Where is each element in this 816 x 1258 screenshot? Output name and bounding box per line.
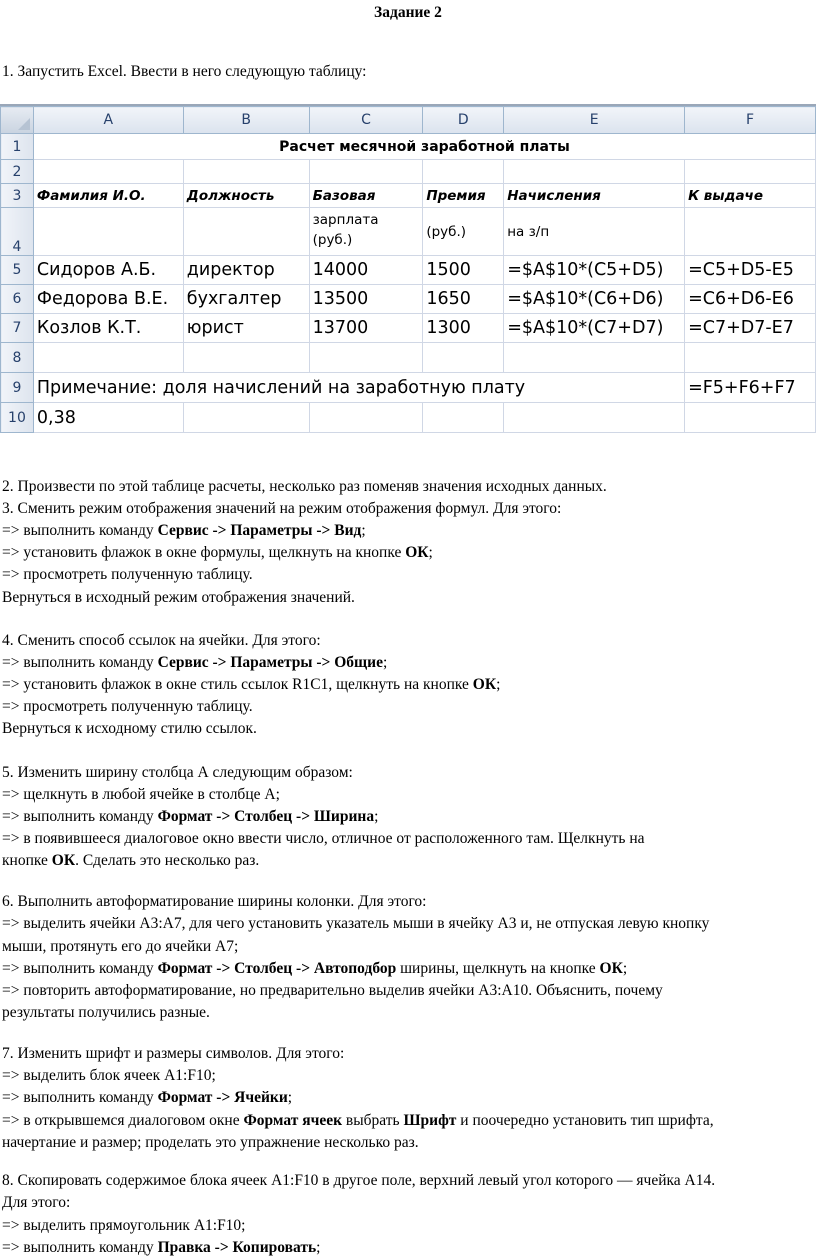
command-text: Правка -> Копировать — [157, 1239, 317, 1256]
cell-base[interactable]: 13500 — [309, 285, 423, 314]
header-cell-payout[interactable]: К выдаче — [685, 184, 816, 208]
instruction-text: => выделить ячейки А3:А7, для чего установить указатель мыши в ячейку А3 и, не отпуская левую кнопку — [2, 915, 710, 932]
instruction-text: ; — [361, 522, 366, 539]
header-cell-position[interactable]: Должность — [183, 184, 309, 208]
instruction-text: 5. Изменить ширину столбца А следующим образом: — [2, 764, 353, 781]
cell-position[interactable]: директор — [183, 256, 309, 285]
instruction-text: ; — [287, 1089, 293, 1106]
instruction-line — [2, 1193, 70, 1213]
cell-payout[interactable]: =C6+D6-E6 — [685, 285, 816, 314]
instruction-text: Для этого: — [2, 1194, 71, 1211]
instruction-line — [2, 937, 238, 957]
instruction-text: => выделить блок ячеек А1:F10; — [2, 1067, 216, 1084]
instruction-line — [2, 785, 280, 805]
instruction-line — [2, 675, 500, 695]
select-all-corner[interactable] — [1, 107, 34, 134]
row-header-1[interactable]: 1 — [1, 134, 34, 160]
instruction-line — [2, 565, 253, 585]
instruction-line — [2, 1044, 344, 1064]
column-header-f[interactable]: F — [685, 107, 816, 134]
share-cell[interactable]: 0,38 — [33, 403, 183, 433]
instruction-text: => выполнить команду — [2, 654, 158, 671]
cell-payout[interactable]: =C5+D5-E5 — [685, 256, 816, 285]
row-header-5[interactable]: 5 — [1, 256, 34, 285]
note-total-cell[interactable]: =F5+F6+F7 — [685, 373, 816, 403]
cell[interactable] — [183, 343, 309, 373]
command-text: ОК — [472, 676, 497, 693]
row-header-2[interactable]: 2 — [1, 160, 34, 184]
cell[interactable] — [504, 403, 685, 433]
row-header-7[interactable]: 7 — [1, 314, 34, 343]
instruction-text: => выделить прямоугольник А1:F10; — [2, 1217, 246, 1234]
cell[interactable] — [685, 160, 816, 184]
instruction-line — [2, 981, 663, 1001]
column-header-e[interactable]: E — [504, 107, 685, 134]
instruction-text: => выполнить команду — [2, 522, 158, 539]
instruction-text: ; — [382, 654, 388, 671]
instruction-text: 7. Изменить шрифт и размеры символов. Для этого: — [2, 1045, 345, 1062]
cell[interactable] — [309, 160, 423, 184]
instruction-text: 8. Скопировать содержимое блока ячеек А1:F10 в другое поле, верхний левый угол которого — ячейка А14. — [2, 1172, 716, 1189]
instruction-text: 4. Сменить способ ссылок на ячейки. Для этого: — [2, 632, 321, 649]
instruction-text: 2. Произвести по этой таблице расчеты, несколько раз поменяв значения исходных данных. — [2, 478, 607, 495]
row-header-3[interactable]: 3 — [1, 184, 34, 208]
command-text: ОК — [51, 852, 76, 869]
command-text: Формат -> Столбец -> Ширина — [157, 808, 375, 825]
cell-accrual[interactable]: =$A$10*(C7+D7) — [504, 314, 685, 343]
instruction-text: => установить флажок в окне формулы, щелкнуть на кнопке — [2, 544, 406, 561]
instruction-line — [2, 1133, 419, 1153]
row-header-10[interactable]: 10 — [1, 403, 34, 433]
instruction-text: и поочередно установить тип шрифта, — [456, 1112, 714, 1129]
instruction-line — [2, 499, 561, 519]
instruction-line — [2, 1216, 246, 1236]
instruction-text: => выполнить команду — [2, 1089, 158, 1106]
instruction-text: кнопке — [2, 852, 52, 869]
instruction-text: 3. Сменить режим отображения значений на режим отображения формул. Для этого: — [2, 500, 562, 517]
cell[interactable] — [183, 208, 309, 256]
cell[interactable] — [423, 160, 504, 184]
header-cell-bonus[interactable]: Премия — [423, 184, 504, 208]
cell[interactable] — [33, 160, 183, 184]
instruction-line — [2, 719, 257, 739]
cell-bonus[interactable]: 1300 — [423, 314, 504, 343]
table-title-cell[interactable]: Расчет месячной заработной платы — [33, 134, 815, 160]
cell[interactable] — [423, 403, 504, 433]
header-cell-base[interactable]: Базовая — [309, 184, 423, 208]
instruction-line — [2, 914, 709, 934]
cell[interactable] — [504, 343, 685, 373]
instruction-text: начертание и размер; проделать это упражнение несколько раз. — [2, 1134, 419, 1151]
instruction-text: 6. Выполнить автоформатирование ширины колонки. Для этого: — [2, 893, 427, 910]
instruction-line — [2, 653, 387, 673]
command-text: Формат ячеек — [243, 1112, 343, 1129]
intro-text: 1. Запустить Excel. Ввести в него следующую таблицу: — [2, 63, 367, 80]
instruction-text: => выполнить команду — [2, 1239, 158, 1256]
instruction-text: ; — [496, 676, 501, 693]
cell-bonus[interactable]: 1650 — [423, 285, 504, 314]
instruction-text: мыши, протянуть его до ячейки А7; — [2, 938, 239, 955]
cell[interactable] — [685, 343, 816, 373]
instruction-text: ; — [374, 808, 379, 825]
instruction-line — [2, 477, 607, 497]
instruction-line — [2, 851, 259, 871]
instruction-line — [2, 1088, 292, 1108]
instruction-text: => в появившееся диалоговое окно ввести число, отличное от расположенного там. Щелкнуть на — [2, 830, 645, 847]
command-text: Формат -> Столбец -> Автоподбор — [157, 960, 397, 977]
cell[interactable] — [33, 208, 183, 256]
instruction-line — [2, 588, 355, 608]
instruction-line — [2, 807, 378, 827]
cell[interactable] — [309, 403, 423, 433]
cell-name[interactable]: Козлов К.Т. — [33, 314, 183, 343]
row-header-6[interactable]: 6 — [1, 285, 34, 314]
cell-accrual[interactable]: =$A$10*(C5+D5) — [504, 256, 685, 285]
cell[interactable] — [183, 160, 309, 184]
instruction-line — [2, 697, 253, 717]
excel-spreadsheet — [0, 104, 816, 436]
instruction-text: . Сделать это несколько раз. — [75, 852, 260, 869]
instruction-line — [2, 763, 353, 783]
instruction-line — [2, 959, 627, 979]
cell[interactable] — [685, 403, 816, 433]
instruction-text: => просмотреть полученную таблицу. — [2, 698, 253, 715]
instruction-text: результаты получились разные. — [2, 1004, 210, 1021]
cell-name[interactable]: Сидоров А.Б. — [33, 256, 183, 285]
row-header-9[interactable]: 9 — [1, 373, 34, 403]
instruction-line — [2, 543, 433, 563]
cell-base[interactable]: 13700 — [309, 314, 423, 343]
instruction-text: => просмотреть полученную таблицу. — [2, 566, 253, 583]
cell[interactable] — [33, 343, 183, 373]
cell[interactable] — [504, 160, 685, 184]
cell-bonus[interactable]: 1500 — [423, 256, 504, 285]
instruction-line — [2, 892, 426, 912]
cell-position[interactable]: юрист — [183, 314, 309, 343]
instruction-text: Вернуться в исходный режим отображения значений. — [2, 589, 355, 606]
header-cell-name[interactable]: Фамилия И.О. — [33, 184, 183, 208]
instruction-text: ширины, щелкнуть на кнопке — [396, 960, 600, 977]
instruction-text: => установить флажок в окне стиль ссылок R1C1, щелкнуть на кнопке — [2, 676, 473, 693]
instruction-line — [2, 1066, 216, 1086]
instruction-line — [2, 1238, 320, 1258]
row-header-8[interactable]: 8 — [1, 343, 34, 373]
column-header-a[interactable]: A — [33, 107, 183, 134]
instruction-text: ; — [428, 544, 433, 561]
instruction-text: => выполнить команду — [2, 808, 158, 825]
instruction-text: => повторить автоформатирование, но предварительно выделив ячейки А3:А10. Объяснить, почему — [2, 982, 663, 999]
note-cell[interactable]: Примечание: доля начислений на заработную плату — [33, 373, 684, 403]
instruction-text: выбрать — [342, 1112, 404, 1129]
header-cell-base-unit[interactable]: зарплата (руб.) — [309, 208, 423, 256]
column-header-c[interactable]: C — [309, 107, 423, 134]
instruction-line — [2, 1003, 210, 1023]
instruction-text: => выполнить команду — [2, 960, 158, 977]
command-text: Формат -> Ячейки — [157, 1089, 288, 1106]
assignment-title: Задание 2 — [374, 4, 442, 21]
cell-accrual[interactable]: =$A$10*(C6+D6) — [504, 285, 685, 314]
instruction-line — [2, 631, 321, 651]
command-text: Сервис -> Параметры -> Вид — [157, 522, 362, 539]
instruction-line — [2, 829, 645, 849]
instruction-text: => в открывшемся диалоговом окне — [2, 1112, 244, 1129]
cell[interactable] — [685, 208, 816, 256]
cell[interactable] — [309, 343, 423, 373]
row-header-4[interactable]: 4 — [1, 208, 34, 256]
cell-position[interactable]: бухгалтер — [183, 285, 309, 314]
cell[interactable] — [183, 403, 309, 433]
cell[interactable] — [423, 343, 504, 373]
command-text: ОК — [405, 544, 429, 561]
header-cell-bonus-unit[interactable]: (руб.) — [423, 208, 504, 256]
column-header-d[interactable]: D — [423, 107, 504, 134]
header-cell-accrual-sub[interactable]: на з/п — [504, 208, 685, 256]
instruction-text: => щелкнуть в любой ячейке в столбце А; — [2, 786, 280, 803]
cell-name[interactable]: Федорова В.Е. — [33, 285, 183, 314]
instruction-line — [2, 1171, 715, 1191]
instruction-line — [2, 1111, 714, 1131]
cell-payout[interactable]: =C7+D7-E7 — [685, 314, 816, 343]
command-text: Сервис -> Параметры -> Общие — [157, 654, 383, 671]
instruction-text: ; — [622, 960, 628, 977]
header-cell-accrual[interactable]: Начисления — [504, 184, 685, 208]
instruction-line — [2, 521, 366, 541]
column-header-b[interactable]: B — [183, 107, 309, 134]
instruction-text: ; — [316, 1239, 321, 1256]
command-text: ОК — [599, 960, 623, 977]
command-text: Шрифт — [403, 1112, 457, 1129]
cell-base[interactable]: 14000 — [309, 256, 423, 285]
instruction-text: Вернуться к исходному стилю ссылок. — [2, 720, 257, 737]
